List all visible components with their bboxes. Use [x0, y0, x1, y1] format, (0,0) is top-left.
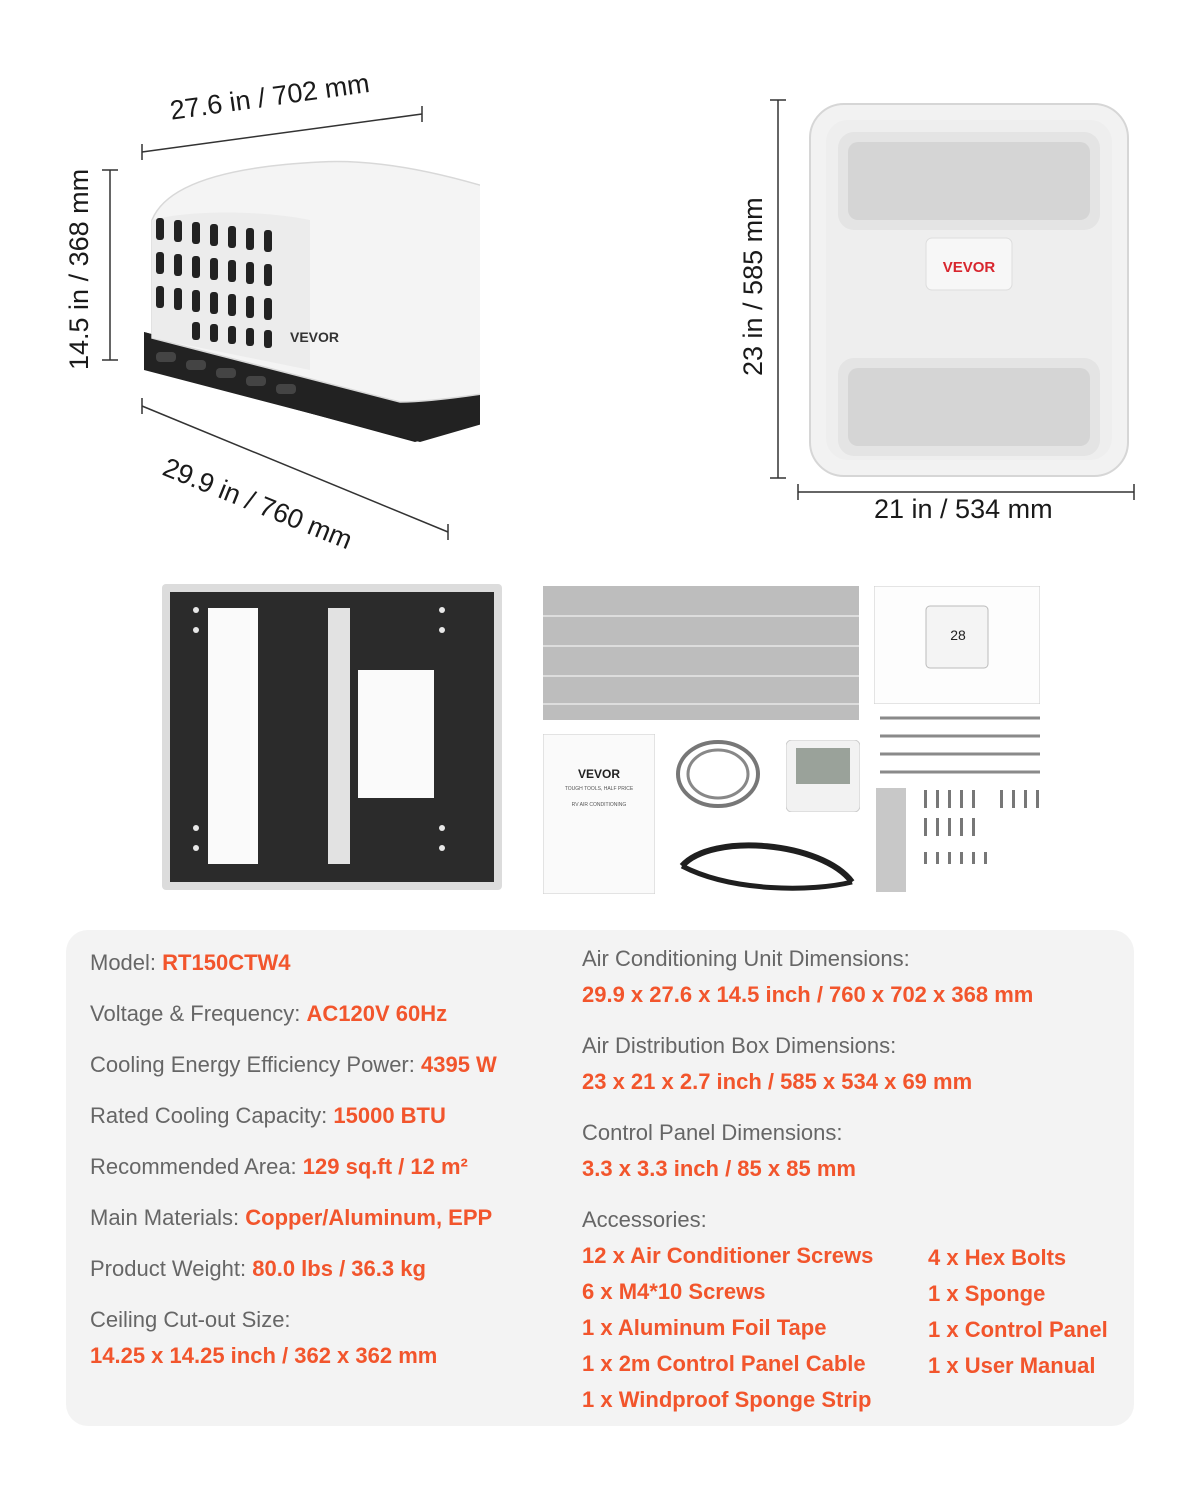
- spec-materials: Main Materials: Copper/Aluminum, EPP: [90, 1205, 493, 1230]
- unit-dims-value: 29.9 x 27.6 x 14.5 inch / 760 x 702 x 368 mm: [582, 982, 1034, 1007]
- control-cable-image: [668, 732, 768, 816]
- accessory-item: 6 x M4*10 Screws: [582, 1279, 766, 1304]
- unit-logo: VEVOR: [290, 329, 340, 345]
- ac-unit-image: [60, 70, 480, 550]
- spec-model: Model: RT150CTW4: [90, 950, 291, 975]
- manual-tagline: TOUGH TOOLS, HALF PRICE: [564, 786, 634, 792]
- foil-tape-image: [874, 786, 908, 894]
- spec-capacity: Rated Cooling Capacity: 15000 BTU: [90, 1103, 446, 1128]
- accessory-item: 1 x 2m Control Panel Cable: [582, 1351, 866, 1376]
- accessory-item: 1 x Control Panel: [928, 1317, 1108, 1342]
- spec-cutout-label: Ceiling Cut-out Size:: [90, 1307, 291, 1332]
- mounting-frame-image: [162, 584, 502, 890]
- manual-subtitle: RV AIR CONDITIONING: [571, 802, 627, 808]
- sheet-temp: 28: [950, 627, 966, 643]
- accessory-item: 1 x User Manual: [928, 1353, 1096, 1378]
- accessory-item: 1 x Windproof Sponge Strip: [582, 1387, 872, 1412]
- dim-depth: 29.9 in / 760 mm: [158, 452, 357, 556]
- accessories-label: Accessories:: [582, 1207, 707, 1232]
- panel-dims-label: Control Panel Dimensions:: [582, 1120, 843, 1145]
- accessory-item: 4 x Hex Bolts: [928, 1245, 1067, 1270]
- spec-power: Cooling Energy Efficiency Power: 4395 W: [90, 1052, 497, 1077]
- panel-dims-value: 3.3 x 3.3 inch / 85 x 85 mm: [582, 1156, 856, 1181]
- accessory-item: 1 x Sponge: [928, 1281, 1046, 1306]
- accessory-item: 1 x Aluminum Foil Tape: [582, 1315, 827, 1340]
- sponge-strip-image: [672, 832, 862, 896]
- spec-cutout-value: 14.25 x 14.25 inch / 362 x 362 mm: [90, 1343, 438, 1368]
- manual-logo: VEVOR: [577, 767, 621, 781]
- panel-logo: VEVOR: [942, 259, 996, 276]
- user-manual-image: [543, 734, 655, 894]
- control-panel-image: [786, 740, 860, 812]
- spec-weight: Product Weight: 80.0 lbs / 36.3 kg: [90, 1256, 426, 1281]
- spec-voltage: Voltage & Frequency: AC120V 60Hz: [90, 1001, 448, 1026]
- dim-top-width: 27.6 in / 702 mm: [168, 68, 372, 126]
- hex-bolts-image: [874, 712, 1044, 784]
- instruction-sheet-image: [874, 586, 1040, 704]
- unit-dims-label: Air Conditioning Unit Dimensions:: [582, 946, 910, 971]
- dim-height: 14.5 in / 368 mm: [64, 168, 94, 370]
- screws-image: [920, 788, 1044, 872]
- distribution-panel-image: [730, 90, 1150, 530]
- dim-panel-width: 21 in / 534 mm: [874, 494, 1053, 524]
- accessory-item: 12 x Air Conditioner Screws: [582, 1243, 874, 1268]
- box-dims-label: Air Distribution Box Dimensions:: [582, 1033, 897, 1058]
- spec-area: Recommended Area: 129 sq.ft / 12 m²: [90, 1154, 468, 1179]
- foil-sponge-image: [543, 586, 859, 720]
- box-dims-value: 23 x 21 x 2.7 inch / 585 x 534 x 69 mm: [582, 1069, 973, 1094]
- dim-panel-height: 23 in / 585 mm: [738, 197, 768, 376]
